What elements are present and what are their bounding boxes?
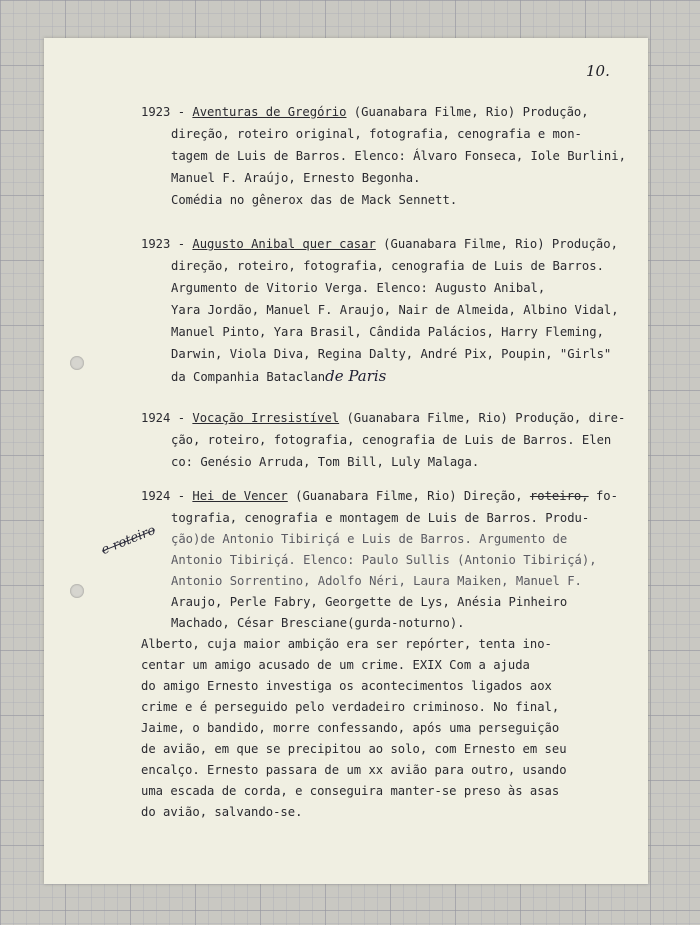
entry-line: co: Genésio Arruda, Tom Bill, Luly Malaga.: [171, 455, 480, 469]
film-title: Aventuras de Gregório: [192, 105, 347, 119]
punch-hole-top: [70, 356, 84, 370]
entry-heading-line: 1923 - Augusto Anibal quer casar (Guanabara Filme, Rio) Produção,: [141, 237, 618, 251]
film-title: Hei de Vencer: [192, 489, 288, 503]
entry-line: Antonio Sorrentino, Adolfo Néri, Laura Maiken, Manuel F.: [171, 574, 582, 588]
entry-heading-rest: (Guanabara Filme, Rio) Direção,: [287, 489, 530, 503]
entry-year: 1924: [141, 411, 171, 425]
entry-line: tografia, cenografia e montagem de Luis de Barros. Produ-: [171, 511, 590, 525]
filmography-entry: [44, 38, 648, 207]
synopsis-line: do avião, salvando-se.: [141, 805, 303, 819]
entry-heading-line: 1924 - Hei de Vencer (Guanabara Filme, Rio) Direção, roteiro, fo-: [141, 489, 618, 503]
entry-year: 1923: [141, 105, 171, 119]
synopsis-line: Alberto, cuja maior ambição era ser repórter, tenta ino-: [141, 637, 552, 651]
handwritten-margin-note: e roteiro: [99, 522, 158, 559]
punch-hole-bottom: [70, 584, 84, 598]
entry-heading-rest: (Guanabara Filme, Rio) Produção,: [375, 237, 618, 251]
synopsis-line: do amigo Ernesto investiga os acontecimentos ligados aox: [141, 679, 552, 693]
entry-line: tagem de Luis de Barros. Elenco: Álvaro Fonseca, Iole Burlini,: [171, 149, 626, 163]
entry-line: direção, roteiro, fotografia, cenografia de Luis de Barros.: [171, 259, 604, 273]
synopsis-line: Jaime, o bandido, morre confessando, após uma perseguição: [141, 721, 560, 735]
handwritten-addition: de Paris: [325, 367, 387, 385]
entry-heading-line: 1924 - Vocação Irresistível (Guanabara Filme, Rio) Produção, dire-: [141, 411, 626, 425]
entry-heading-rest: (Guanabara Filme, Rio) Produção, dire-: [339, 411, 626, 425]
entry-heading-line: 1923 - Aventuras de Gregório (Guanabara Filme, Rio) Produção,: [141, 105, 589, 119]
filmography-entry: [44, 192, 648, 385]
filmography-entry: [44, 489, 648, 819]
synopsis-line: encalço. Ernesto passara de um xx avião para outro, usando: [141, 763, 567, 777]
entry-line: Manuel Pinto, Yara Brasil, Cândida Palácios, Harry Fleming,: [171, 325, 604, 339]
synopsis-line: de avião, em que se precipitou ao solo, com Ernesto em seu: [141, 742, 567, 756]
entry-heading-end: fo-: [588, 489, 618, 503]
entry-line: Yara Jordão, Manuel F. Araujo, Nair de Almeida, Albino Vidal,: [171, 303, 619, 317]
entry-line: Araujo, Perle Fabry, Georgette de Lys, Anésia Pinheiro: [171, 595, 568, 609]
entry-line: Argumento de Vitorio Verga. Elenco: Augusto Anibal,: [171, 281, 546, 295]
entry-line: Comédia no gênerox das de Mack Sennett.: [171, 193, 458, 207]
synopsis-line: crime e é perseguido pelo verdadeiro criminoso. No final,: [141, 700, 560, 714]
film-title: Augusto Anibal quer casar: [192, 237, 376, 251]
page-number: 10.: [586, 62, 610, 80]
entry-line: ção)de Antonio Tibiriçá e Luis de Barros. Argumento de: [171, 532, 568, 546]
struck-word: roteiro,: [529, 489, 589, 503]
entry-line: Darwin, Viola Diva, Regina Dalty, André Pix, Poupin, "Girls": [171, 347, 612, 361]
entry-last-line: [171, 366, 386, 386]
document-page: [44, 38, 648, 884]
entry-year: 1924: [141, 489, 171, 503]
entry-year: 1923: [141, 237, 171, 251]
filmography-entry: [44, 374, 648, 500]
entry-line: direção, roteiro original, fotografia, cenografia e mon-: [171, 127, 582, 141]
entry-line: Machado, César Bresciane(gurda-noturno).: [171, 616, 465, 630]
entry-line-text: da Companhia Bataclan: [171, 370, 326, 384]
entry-line: Antonio Tibiriçá. Elenco: Paulo Sullis (Antonio Tibiriçá),: [171, 553, 597, 567]
entry-line: ção, roteiro, fotografia, cenografia de Luis de Barros. Elen: [171, 433, 612, 447]
film-title: Vocação Irresistível: [192, 411, 340, 425]
synopsis-line: uma escada de corda, e conseguira manter-se preso às asas: [141, 784, 560, 798]
entry-line: Manuel F. Araújo, Ernesto Begonha.: [171, 171, 421, 185]
synopsis-line: centar um amigo acusado de um crime. EXIX Com a ajuda: [141, 658, 530, 672]
entry-heading-rest: (Guanabara Filme, Rio) Produção,: [346, 105, 589, 119]
